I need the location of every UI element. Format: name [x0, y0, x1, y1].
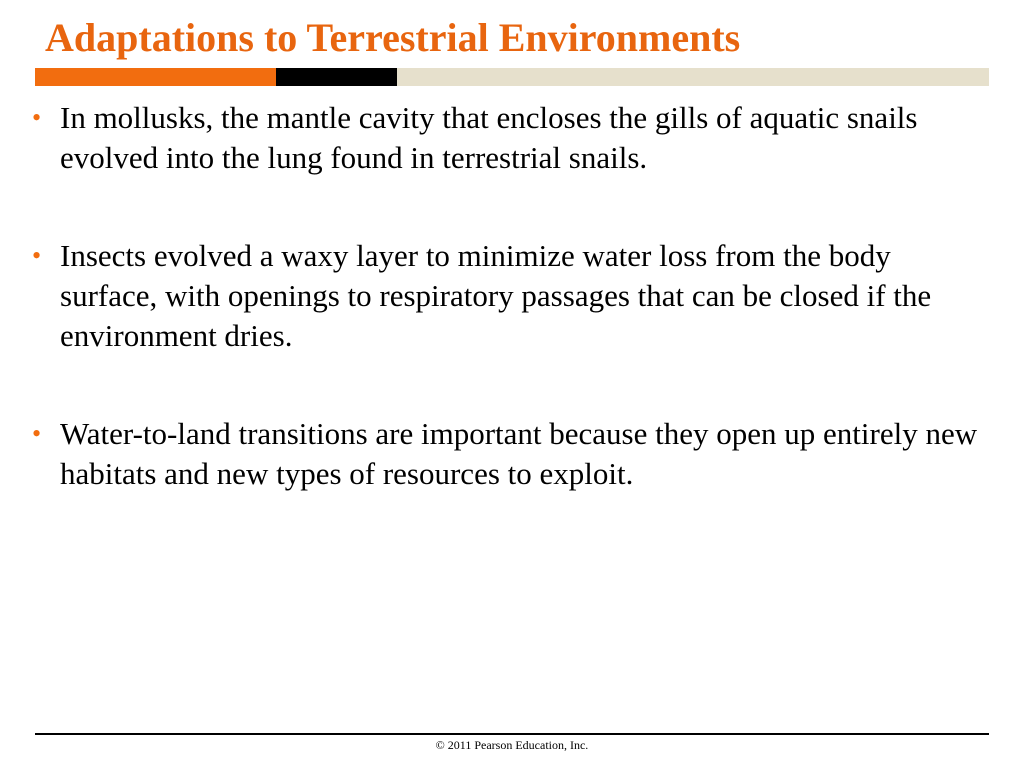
bullet-item [32, 98, 987, 178]
title-accent-bar [35, 68, 989, 86]
accent-bar-orange-segment [35, 68, 276, 86]
bullet-text: In mollusks, the mantle cavity that encloses the gills of aquatic snails evolved into the lung found in terrestrial snails. [60, 100, 918, 175]
slide-title: Adaptations to Terrestrial Environments [45, 15, 741, 60]
bullet-item [32, 414, 987, 494]
footer-divider [35, 733, 989, 735]
bullet-text: Water-to-land transitions are important because they open up entirely new habitats and new types of resources to exploit. [60, 416, 978, 491]
copyright-notice: © 2011 Pearson Education, Inc. [435, 738, 589, 752]
bullet-marker-icon: • [32, 241, 42, 270]
bullet-marker-icon: • [32, 419, 42, 448]
accent-bar-black-segment [276, 68, 397, 86]
accent-bar-beige-segment [397, 68, 989, 86]
bullet-text: Insects evolved a waxy layer to minimize water loss from the body surface, with openings to respiratory passages that can be closed if the environment dries. [60, 238, 932, 353]
bullet-marker-icon: • [32, 103, 42, 132]
bullet-item [32, 236, 987, 356]
bullet-list [32, 98, 987, 494]
